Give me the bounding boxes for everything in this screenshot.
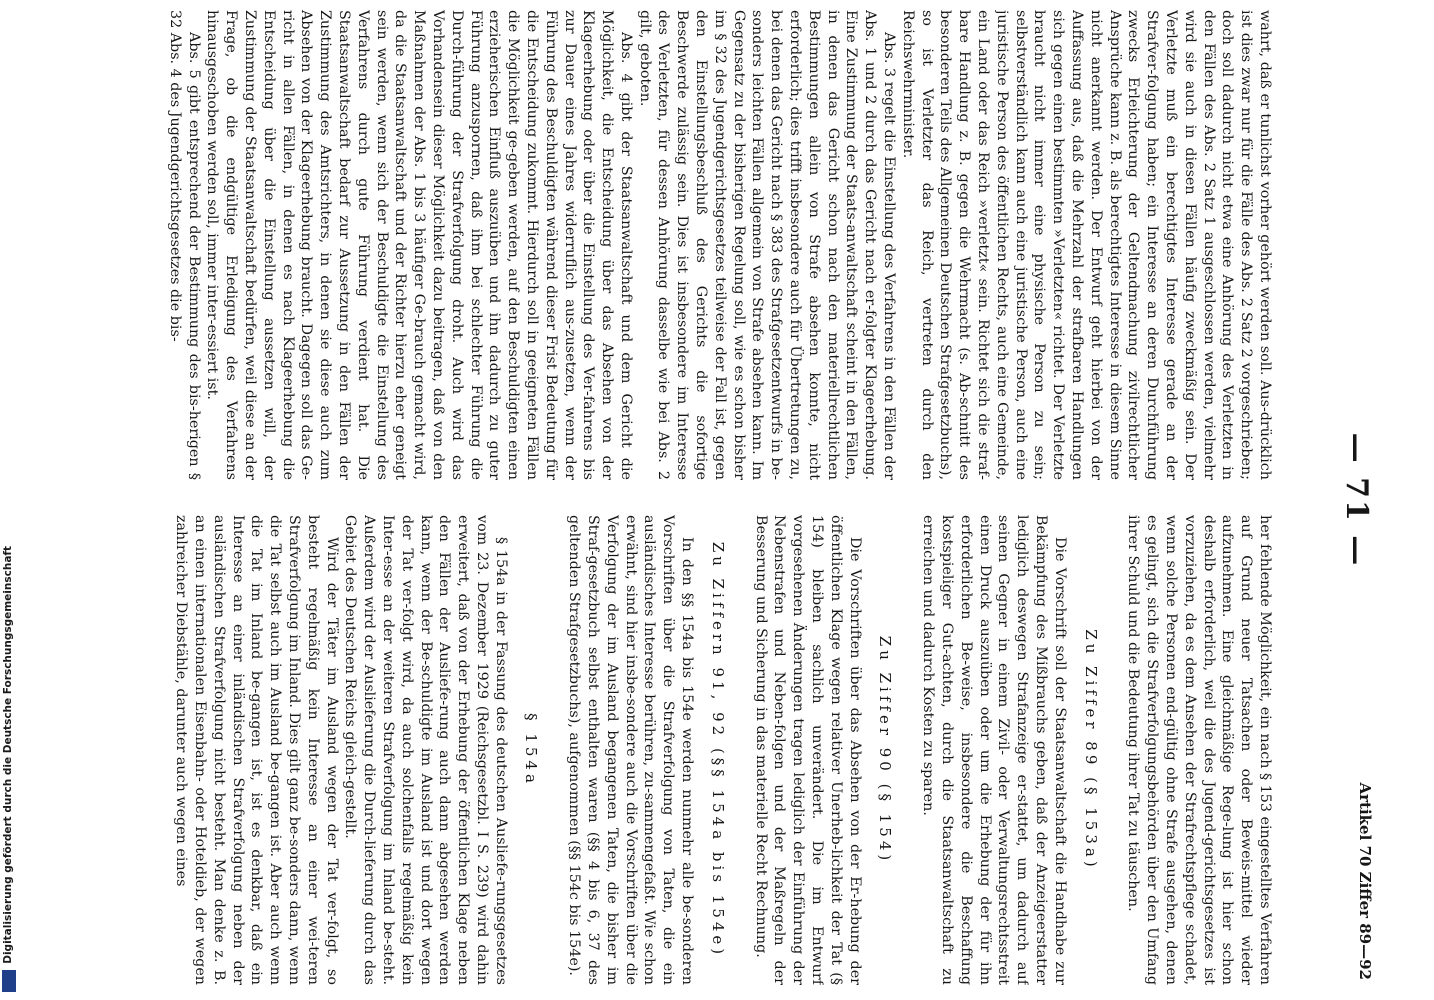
dfg-logo xyxy=(2,970,16,992)
running-head-reference: Artikel 70 Ziffer 89—92 xyxy=(1356,782,1374,980)
digitization-credit-text: Digitalisierung gefördert durch die Deutsche Forschungsgemeinschaft xyxy=(2,546,14,964)
section-heading-90: Zu Ziffer 90 (§ 154) xyxy=(876,635,895,865)
page-number: — 71 — xyxy=(1339,432,1374,568)
paragraph: her fehlende Möglichkeit, ein nach § 153 eingestelltes Verfahren auf Grund neuer Tatsachen oder Beweis-mittel wieder aufzunehmen. Eine gleichmäßige Rege-lung ist hier schon deshalb erforderlich, weil die des Jugend-gerichtsgesetzes ist vorzuziehen, da es dem Ansehen der Strafrechtspflege schadet, wenn solche Personen end-gültig ohne Strafe ausgehen, denen es gelingt, sich die Strafverfolgungsbehörden über den Umfang ihrer Schuld und die Bedeutung ihrer Tat zu täuschen. xyxy=(1125,515,1273,985)
running-head xyxy=(1304,0,1434,1000)
right-column xyxy=(124,515,1274,985)
paragraph: Abs. 4 gibt der Staatsanwaltschaft und dem Gericht die Möglichkeit, die Entscheidung über das Absehen von der Klageerhebung oder über die Einstellung des Ver-fahrens bis zur Dauer eines Jahres widerruflich aus-zusetzen, wenn der Führung des Beschuldigten während dieser Frist Bedeutung für die Entscheidung zukommt. Hierdurch soll in geeigneten Fällen die Möglichkeit ge-geben werden, auf den Beschuldigten einen erzieherischen Einfluß auszuüben und ihn dadurch zu guter Führung anzuspornen, daß ihm bei schlechter Führung die Durch-führung der Strafverfolgung droht. Auch wird das Vorhandensein dieser Möglichkeit dazu beitragen, daß von den Maßnahmen der Abs. 1 bis 3 häufiger Ge-brauch gemacht wird, da die Staatsanwaltschaft und der Richter hierzu eher geneigt sein werden, wenn sich der Beschuldigte die Einstellung des Verfahrens durch gute Führung verdient hat. Die Staatsanwaltschaft bedarf zur Aussetzung in den Fällen der Zustimmung des Amtsrichters, in denen sie diese auch zum Absehen von der Klageerhebung braucht. Dagegen soll das Ge-richt in allen Fällen, in denen es nach Klageerhebung die Entscheidung über die Einstellung aussetzen will, der Zustimmung der Staatsanwaltschaft bedürfen, weil diese an der Frage, ob die endgültige Erledigung des Verfahrens hinausgeschoben werden soll, immer inter-essiert ist. xyxy=(204,10,634,480)
left-column xyxy=(124,10,1274,480)
paragraph: In den §§ 154a bis 154e werden nunmehr alle be-sonderen Vorschriften über die Strafverfolgung von Taten, die ein ausländisches Interesse berühren, zu-sammengefaßt. Wie schon erwähnt, sind hier insbe-sondere auch die Vorschriften über die Verfolgung der im Ausland begangenen Taten, die bisher im Straf-gesetzbuch selbst enthalten waren (§§ 4 bis 6, 37 des geltenden Strafgesetzbuchs), aufgenommen (§§ 154c bis 154e). xyxy=(566,515,696,985)
paragraph: § 154a in der Fassung des deutschen Ausliefe-rungsgesetzes vom 23. Dezember 1929 (Reichsgesetzbl. I S. 239) wird dahin erweitert, daß von der Erhebung der öffentlichen Klage neben den Fällen der Ausliefe-rung auch dann abgesehen werden kann, wenn der Be-schuldigte im Ausland ist und dort wegen der Tat ver-folgt wird, da auch solchenfalls regelmäßig kein Inter-esse an der weiteren Strafverfolgung im Inland be-steht. Außerdem wird der Auslieferung die Durch-lieferung durch das Gebiet des Deutschen Reichs gleich-gestellt. xyxy=(342,515,509,985)
paragraph: Abs. 3 regelt die Einstellung des Verfahrens in den Fällen der Abs. 1 und 2 durch das Gericht nach er-folgter Klageerhebung. Eine Zustimmung der Staats-anwaltschaft scheint in den Fällen, in denen das Gericht schon nach den materiellrechtlichen Bestimmungen allein von Strafe absehen konnte, nicht erforderlich; dies trifft insbesondere auch für Übertretungen zu, bei denen das Gericht nach § 383 des Strafgesetzentwurfs in be-sonders leichten Fällen allgemein von Strafe absehen kann. Im Gegensatz zu der bisherigen Regelung soll, wie es schon bisher im § 32 des Jugendgerichtsgesetzes teilweise der Fall ist, gegen den Einstellungsbeschluß des Gerichts die sofortige Beschwerde zulässig sein. Dies ist insbesondere im Interesse des Verletzten, für dessen Anhörung dasselbe wie bei Abs. 2 gilt, geboten. xyxy=(636,10,898,480)
paragraph: Die Vorschrift soll der Staatsanwaltschaft die Handhabe zur Bekämpfung des Mißbrauchs geben, daß der Anzeigeerstatter lediglich deswegen Strafanzeige er-stattet, um dadurch auf seinen Gegner in einem Zivil- oder Verwaltungsrechtsstreit einen Druck auszuüben oder um die Erhebung der für ihn erforderlichen Be-weise, insbesondere die Beschaffung kostspieliger Gut-achten, durch die Staatsanwaltschaft zu erreichen und dadurch Kosten zu sparen. xyxy=(920,515,1068,985)
section-heading-89: Zu Ziffer 89 (§ 153a) xyxy=(1081,629,1100,871)
paragraph: Die Vorschriften über das Absehen von der Er-hebung der öffentlichen Klage wegen relativer Unerheb-lichkeit der Tat (§ 154) bleiben sachlich unverändert. Die im Entwurf vorgesehenen Änderungen tragen lediglich der Einführung der Nebenstrafen und Neben-folgen und der Maßregeln der Besserung und Sicherung in das materielle Recht Rechnung. xyxy=(752,515,863,985)
section-heading-154a: § 154a xyxy=(522,713,541,787)
paragraph: Abs. 5 gibt entsprechend der Bestimmung des bis-herigen § 32 Abs. 4 des Jugendgerichtsgesetzes die bis- xyxy=(166,10,202,480)
digitization-credit xyxy=(0,0,20,1000)
paragraph: wahrt, daß er tunlichst vorher gehört werden soll. Aus-drücklich ist dies zwar nur für die Fälle des Abs. 2 Satz 2 vorgeschrieben; doch soll dadurch nicht etwa eine Anhörung des Verletzten in den Fällen des Abs. 2 Satz 1 ausgeschlossen werden, vielmehr wird sie auch in diesen Fällen häufig zweckmäßig sein. Der Verletzte muß ein berechtigtes Interesse gerade an der Strafver-folgung haben; ein Interesse an deren Durchführung zwecks Erleichterung der Geltendmachung zivilrechtlicher Ansprüche kann z. B. als berechtigtes Interesse in diesem Sinne nicht anerkannt werden. Der Entwurf geht hierbei von der Auffassung aus, daß die Mehrzahl der strafbaren Handlungen sich gegen einen bestimmten »Verletzten« richtet. Der Verletzte braucht nicht immer eine physische Person zu sein; selbstverständlich kann auch eine juristische Person, auch eine juristische Person des öffentlichen Rechts, auch eine Gemeinde, ein Land oder das Reich »verletzt« sein. Richtet sich die straf-bare Handlung z. B. gegen die Wehrmacht (s. Ab-schnitt des besonderen Teils des Allgemeinen Deutschen Strafgesetzbuchs), so ist Verletzter das Reich, vertreten durch den Reichswehrminister. xyxy=(899,10,1273,480)
paragraph: Wird der Täter im Ausland wegen der Tat ver-folgt, so besteht regelmäßig kein Interesse an einer wei-teren Strafverfolgung im Inland. Dies gilt ganz be-sonders dann, wenn die Tat selbst auch im Ausland be-gangen ist. Aber auch wenn die Tat im Inland be-gangen ist, ist es denkbar, daß ein Interesse an einer inländischen Strafverfolgung neben der ausländischen Strafverfolgung nicht besteht. Man denke z. B. an einen internationalen Eisenbahn- oder Hoteldieb, der wegen zahlreicher Diebstähle, darunter auch wegen eines xyxy=(173,515,340,985)
section-heading-91-92: Zu Ziffern 91, 92 (§§ 154a bis 154e) xyxy=(708,541,727,959)
